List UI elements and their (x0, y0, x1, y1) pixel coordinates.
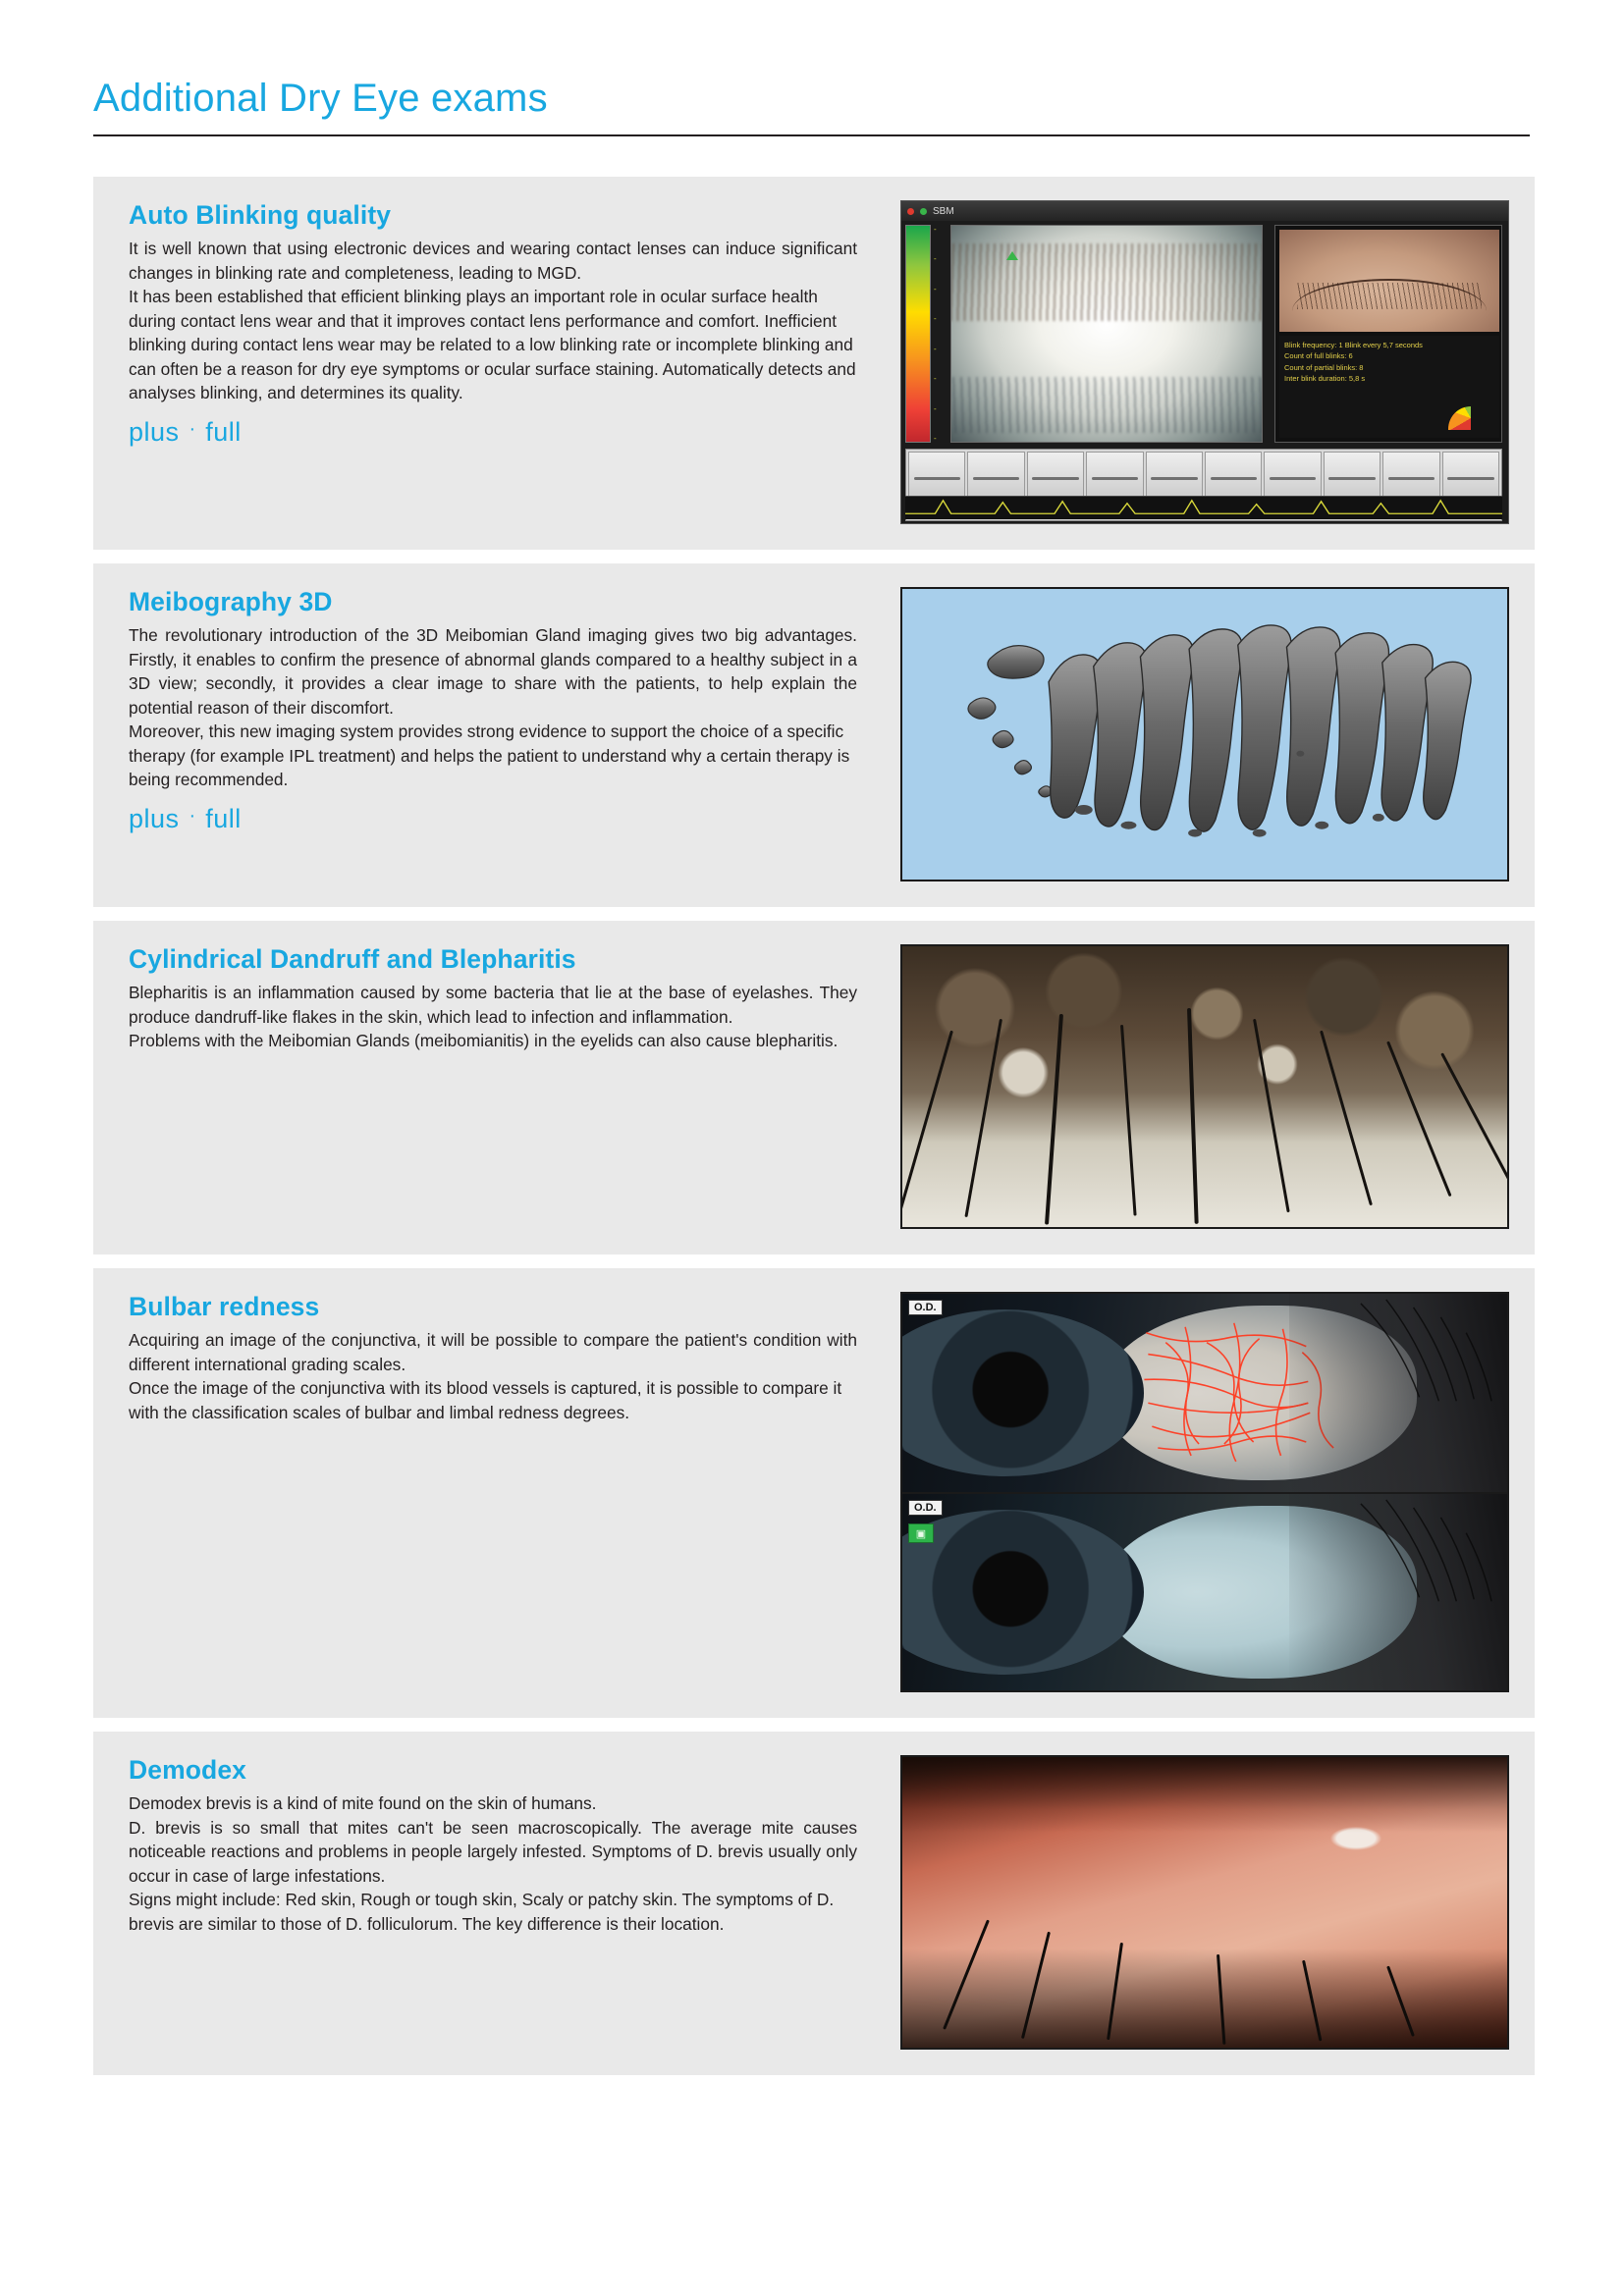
eyelash (1440, 1052, 1509, 1184)
section-title: Auto Blinking quality (129, 200, 392, 230)
blink-readout (1279, 336, 1499, 438)
bulbar-image-with-vessel-overlay (902, 1294, 1507, 1492)
section-auto-blinking-quality (93, 177, 1535, 550)
section-title: Cylindrical Dandruff and Blepharitis (129, 944, 576, 974)
paragraph: Problems with the Meibomian Glands (meibomianitis) in the eyelids can also cause blepharitis. (129, 1031, 839, 1051)
tick: - (934, 254, 937, 264)
readout-line: Count of full blinks: 6 (1284, 351, 1353, 361)
tear-film-video-frame (950, 225, 1263, 443)
badge-full: full (205, 416, 242, 447)
section-body (129, 623, 857, 792)
eyelash (1120, 1025, 1137, 1216)
section-figure (900, 587, 1509, 881)
paragraph: Demodex brevis is a kind of mite found on the skin of humans. (129, 1793, 597, 1813)
tick: - (934, 284, 937, 294)
eyelash-group (902, 946, 1507, 1227)
sections-container (93, 177, 1535, 2089)
title-divider (93, 134, 1530, 136)
paragraph: It is well known that using electronic devices and wearing contact lenses can induce significant changes in blinking rate and completeness, leading to MGD. (129, 239, 857, 283)
paragraph: Moreover, this new imaging system provides strong evidence to support the choice of a specific therapy (for example IPL treatment) and helps the patient to understand why a certain therapy is being recommended. (129, 721, 850, 790)
bulbar-image-plain (902, 1492, 1507, 1690)
section-title: Demodex (129, 1755, 246, 1785)
page-header (93, 77, 1530, 136)
eyelash (1320, 1030, 1373, 1205)
lid-lash-lines (902, 1294, 1507, 1489)
section-body (129, 237, 857, 405)
section-title: Bulbar redness (129, 1292, 320, 1321)
eye-thumbnail (1279, 230, 1499, 332)
blink-analysis-software-screenshot (900, 200, 1509, 524)
eyelash (1302, 1960, 1322, 2042)
software-titlebar (901, 201, 1508, 221)
blepharitis-macro-photo (900, 944, 1509, 1229)
eyelash (1045, 1013, 1063, 1224)
readout-line: Count of partial blinks: 8 (1284, 362, 1364, 372)
page-title: Additional Dry Eye exams (93, 77, 548, 120)
eye-label-badge: O.D. (908, 1300, 943, 1315)
section-figure (900, 1755, 1509, 2050)
paragraph: Blepharitis is an inflammation caused by some bacteria that lie at the base of eyelashes. They produce dandruff-like flakes in the skin, which lead to infection and inflammation. (129, 983, 857, 1027)
record-icon (907, 208, 914, 215)
gauge-icon (1448, 406, 1493, 430)
eyelash (1107, 1943, 1123, 2040)
tick: - (934, 403, 937, 413)
section-text (129, 1292, 875, 1424)
section-text (129, 200, 875, 448)
tick: - (934, 433, 937, 443)
section-bulbar-redness (93, 1268, 1535, 1718)
edition-badges (129, 417, 857, 448)
eyelash (900, 1030, 953, 1209)
badge-plus: plus (129, 416, 180, 447)
scale-ticks (934, 225, 946, 443)
badge-separator: · (189, 804, 196, 827)
eyelash (1187, 1008, 1199, 1224)
badge-full: full (205, 803, 242, 833)
tick: - (934, 225, 937, 234)
left-marker-icon (1006, 251, 1018, 260)
readout-line: Blink frequency: 1 Blink every 5,7 seconds (1284, 341, 1423, 349)
section-figure (900, 200, 1509, 524)
eyelash (1386, 1041, 1451, 1198)
eyelash (964, 1019, 1002, 1217)
section-text (129, 1755, 875, 1936)
section-figure (900, 1292, 1509, 1692)
eyelash-group (902, 1757, 1507, 2048)
section-body (129, 1328, 857, 1424)
section-cylindrical-dandruff-and-blepharitis (93, 921, 1535, 1255)
section-body (129, 981, 857, 1053)
section-figure (900, 944, 1509, 1229)
bulbar-redness-comparison-photos (900, 1292, 1509, 1692)
side-panel (1274, 225, 1502, 443)
paragraph: The revolutionary introduction of the 3D Meibomian Gland imaging gives two big advantages. Firstly, it enables to confirm the presence of abnormal glands compared to a healthy subject in a 3D view; secondly, it provides a clear image to share with the patients, to help explain the potential reason of their discomfort. (129, 625, 857, 718)
demodex-eyelid-margin-photo (900, 1755, 1509, 2050)
section-meibography-3d (93, 563, 1535, 907)
meibography-3d-render (900, 587, 1509, 881)
paragraph: D. brevis is so small that mites can't be seen macroscopically. The average mite causes noticeable reactions and problems in people largely infested. Symptoms of D. brevis usually only occur in case of large infestations. (129, 1817, 857, 1886)
grading-color-scale (905, 225, 931, 443)
badge-separator: · (189, 417, 196, 440)
status-icon (920, 208, 927, 215)
eyelash (1217, 1954, 1225, 2045)
section-text (129, 944, 875, 1053)
section-body (129, 1791, 857, 1936)
eye-label-badge: O.D. (908, 1500, 943, 1516)
edition-badges (129, 804, 857, 834)
blink-waveform (905, 496, 1502, 519)
paragraph: Signs might include: Red skin, Rough or tough skin, Scaly or patchy skin. The symptoms of D. brevis are similar to those of D. folliculorum. The key difference is their location. (129, 1890, 835, 1934)
tick: - (934, 314, 937, 324)
readout-line: Inter blink duration: 5,8 s (1284, 373, 1366, 383)
eyelash (1021, 1931, 1051, 2038)
section-demodex (93, 1732, 1535, 2075)
eyelash (1386, 1966, 1415, 2037)
section-title: Meibography 3D (129, 587, 333, 616)
filter-icon: ▣ (908, 1523, 934, 1543)
software-name: SBM (933, 205, 954, 217)
tick: - (934, 374, 937, 384)
paragraph: It has been established that efficient blinking plays an important role in ocular surface health during contact lens wear and that it improves contact lens performance and comfort. Inefficient blinking during contact lens wear may be related to a low blinking rate or incomplete blinking and can often be a reason for dry eye symptoms or ocular surface staining. Automatically detects and analyses blinking, and determines its quality. (129, 287, 856, 403)
eyelash (943, 1919, 990, 2029)
section-text (129, 587, 875, 834)
paragraph: Acquiring an image of the conjunctiva, it will be possible to compare the patient's condition with different international grading scales. (129, 1330, 857, 1374)
eyelash (1253, 1019, 1290, 1212)
badge-plus: plus (129, 803, 180, 833)
paragraph: Once the image of the conjunctiva with its blood vessels is captured, it is possible to compare it with the classification scales of bulbar and limbal redness degrees. (129, 1378, 842, 1422)
lid-lash-lines (902, 1494, 1507, 1689)
tick: - (934, 344, 937, 353)
